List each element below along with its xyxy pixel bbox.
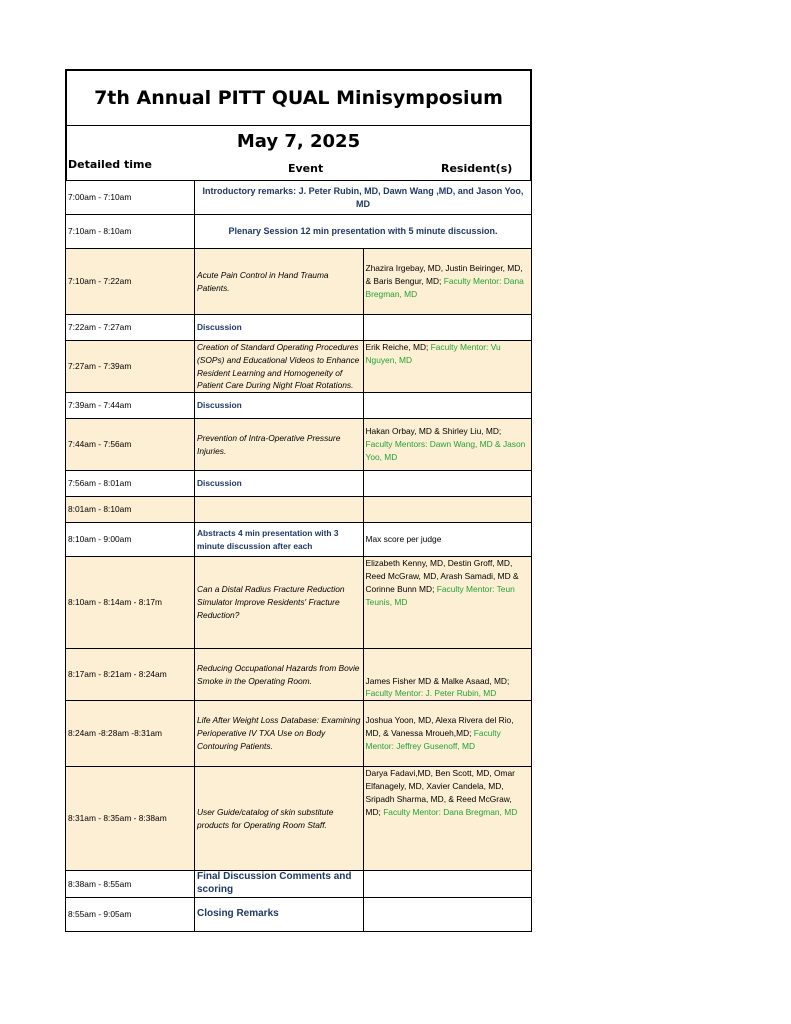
event-cell: Plenary Session 12 min presentation with 5 minute discussion. [195,215,532,249]
event-cell: Abstracts 4 min presentation with 3 minute discussion after each [195,523,364,557]
event-cell: Prevention of Intra-Operative Pressure Injuries. [195,419,364,471]
event-cell: Reducing Occupational Hazards from Bovie Smoke in the Operating Room. [195,649,364,701]
event-cell: Discussion [195,471,364,497]
time-cell: 8:55am - 9:05am [66,897,195,931]
time-cell: 7:39am - 7:44am [66,393,195,419]
residents-cell [363,701,532,767]
time-cell: 8:31am - 8:35am - 8:38am [66,767,195,871]
residents-cell [363,393,532,419]
table-row [66,701,532,767]
residents-cell: Max score per judge [363,523,532,557]
time-cell: 8:01am - 8:10am [66,497,195,523]
faculty-mentor: Faculty Mentor: Jeffrey Gusenoff, MD [365,728,501,752]
table-row [66,767,532,871]
residents-cell [363,249,532,315]
table-row [66,471,532,497]
table-row [66,341,532,393]
residents-cell [363,871,532,898]
header-time: Detailed time [68,158,152,171]
event-cell: Can a Distal Radius Fracture Reduction Simulator Improve Residents' Fracture Reduction? [195,557,364,649]
residents-cell [363,767,532,871]
event-cell: Introductory remarks: J. Peter Rubin, MD, Dawn Wang ,MD, and Jason Yoo, MD [195,181,532,215]
document-title: 7th Annual PITT QUAL Minisymposium [65,69,532,126]
table-row [66,215,532,249]
faculty-mentor: Faculty Mentor: J. Peter Rubin, MD [365,688,497,699]
residents-cell [363,471,532,497]
table-row [66,557,532,649]
residents-cell [363,315,532,341]
time-cell: 8:17am - 8:21am - 8:24am [66,649,195,701]
event-cell: Discussion [195,393,364,419]
event-cell: Life After Weight Loss Database: Examining Perioperative IV TXA Use on Body Contouring Patients. [195,701,364,767]
table-row [66,393,532,419]
residents-cell [363,341,532,393]
residents-names: Darya Fadavi,MD, Ben Scott, MD, Omar Elfanagely, MD, Xavier Candela, MD, Sripadh Sharma, MD, & Reed McGraw, MD; [365,768,515,817]
time-cell: 7:27am - 7:39am [66,341,195,393]
faculty-mentor: Faculty Mentor: Vu Nguyen, MD [365,342,501,365]
table-row [66,871,532,898]
event-cell [195,497,364,523]
residents-names: Zhazira Irgebay, MD, Justin Beiringer, MD, & Baris Bengur, MD; [365,263,523,287]
time-cell: 7:44am - 7:56am [66,419,195,471]
table-row [66,497,532,523]
faculty-mentor: Faculty Mentor: Dana Bregman, MD [365,276,524,299]
event-cell: User Guide/catalog of skin substitute products for Operating Room Staff. [195,767,364,871]
time-cell: 8:24am -8:28am -8:31am [66,701,195,767]
residents-names: Erik Reiche, MD; [365,342,429,352]
event-cell: Final Discussion Comments and scoring [195,871,364,898]
schedule-table [65,180,532,932]
schedule-document [65,69,532,932]
residents-cell [363,419,532,471]
table-row [66,649,532,701]
time-cell: 8:10am - 8:14am - 8:17m [66,557,195,649]
time-cell: 7:56am - 8:01am [66,471,195,497]
faculty-mentor: Faculty Mentor: Teun Teunis, MD [365,583,515,607]
event-cell: Closing Remarks [195,897,364,931]
residents-names: Joshua Yoon, MD, Alexa Rivera del Rio, MD, & Vanessa Mroueh,MD; [365,715,514,739]
residents-cell [363,557,532,649]
time-cell: 7:10am - 7:22am [66,249,195,315]
event-cell: Acute Pain Control in Hand Trauma Patients. [195,249,364,315]
residents-cell [363,497,532,523]
faculty-mentor: Faculty Mentors: Dawn Wang, MD & Jason Yoo, MD [365,439,526,463]
table-row [66,315,532,341]
header-event: Event [288,162,324,175]
table-row [66,181,532,215]
faculty-mentor: Faculty Mentor: Dana Bregman, MD [383,806,518,817]
time-cell: 8:10am - 9:00am [66,523,195,557]
residents-names: James Fisher MD & Malke Asaad, MD; [365,675,510,686]
table-row [66,419,532,471]
header-residents: Resident(s) [441,162,513,175]
residents-cell [363,897,532,931]
residents-names: Elizabeth Kenny, MD, Destin Groff, MD, Reed McGraw, MD, Arash Samadi, MD & Corinne Bunn MD; [365,558,519,594]
time-cell: 7:00am - 7:10am [66,181,195,215]
column-headers [65,156,532,180]
residents-cell [363,649,532,701]
event-date: May 7, 2025 [65,126,532,156]
event-cell: Creation of Standard Operating Procedures (SOPs) and Educational Videos to Enhance Resident Learning and Homogeneity of Patient Care During Night Float Rotations. [195,341,364,393]
time-cell: 7:22am - 7:27am [66,315,195,341]
table-row [66,249,532,315]
time-cell: 7:10am - 8:10am [66,215,195,249]
table-row [66,897,532,931]
residents-names: Hakan Orbay, MD & Shirley Liu, MD; [365,426,502,437]
time-cell: 8:38am - 8:55am [66,871,195,898]
event-cell: Discussion [195,315,364,341]
table-row [66,523,532,557]
